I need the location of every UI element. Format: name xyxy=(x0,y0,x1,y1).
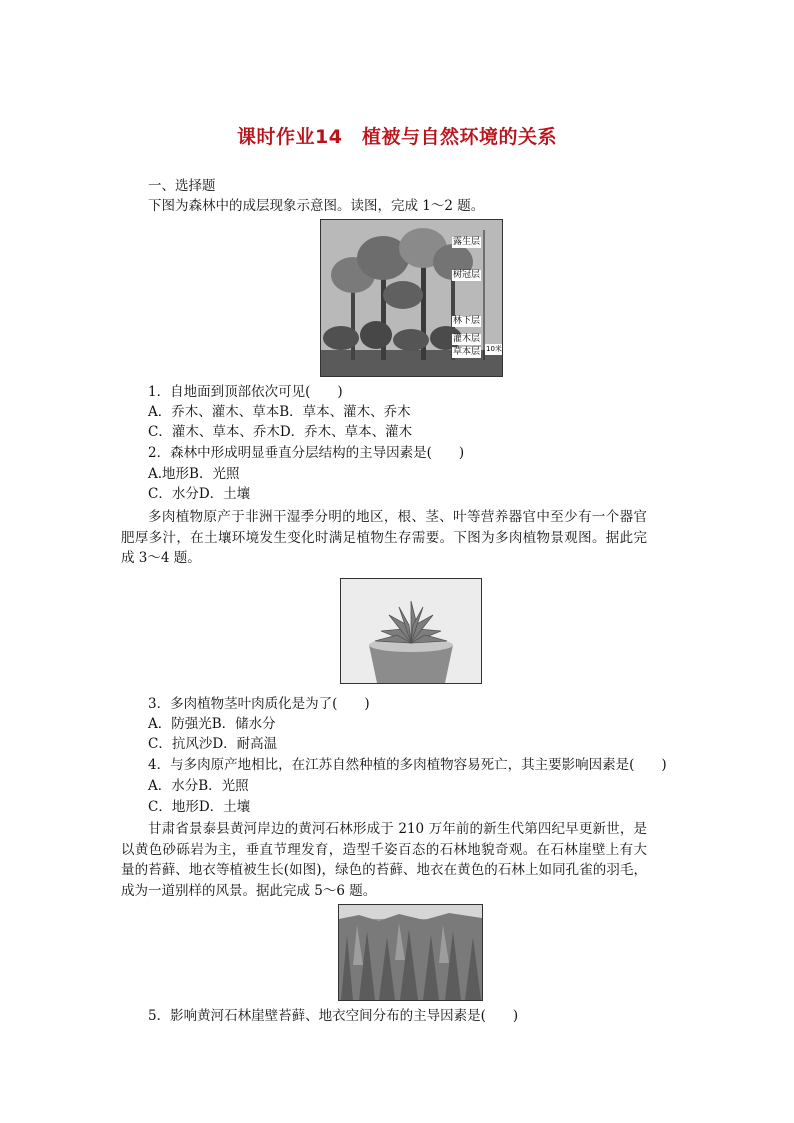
q2-option-b: B．光照 xyxy=(189,466,240,482)
q3-options-ab xyxy=(148,714,276,734)
q2-option-d: D．土壤 xyxy=(198,486,251,502)
q4-option-a: A．水分 xyxy=(148,778,199,794)
q1-stem: 1．自地面到顶部依次可见( ) xyxy=(148,384,343,400)
q3-option-a: A．防强光 xyxy=(148,716,212,732)
q2-options-cd xyxy=(148,484,250,504)
q3-stem: 3．多肉植物茎叶肉质化是为了( ) xyxy=(148,696,370,712)
q3-option-c: C．抗风沙 xyxy=(148,736,213,752)
forest-layers-figure xyxy=(320,219,503,377)
intro-text-3: 甘肃省景泰县黄河岸边的黄河石林形成于 210 万年前的新生代第四纪早更新世，是以黄色砂砾岩为主，垂直节理发育，造型千姿百态的石林地貌奇观。在石林崖壁上有大量的苔藓、地衣等植被生长(如图)，绿色的苔藓、地衣在黄色的石林上如同孔雀的羽毛，成为一道别样的风景。据此完成 5～6 题。 xyxy=(121,821,647,899)
q2-stem: 2．森林中形成明显垂直分层结构的主导因素是( ) xyxy=(148,445,465,461)
layer-label-herb: 草本层 xyxy=(453,347,481,357)
q1-option-c: C．灌木、草本、乔木 xyxy=(148,424,280,440)
q3-options-cd xyxy=(148,734,277,754)
q4-option-b: B．光照 xyxy=(198,778,249,794)
q4-option-c: C．地形 xyxy=(148,799,199,815)
layer-label-emergent: 露生层 xyxy=(453,237,481,247)
q4-option-d: D．土壤 xyxy=(198,799,251,815)
intro-text-2: 多肉植物原产于非洲干湿季分明的地区，根、茎、叶等营养器官中至少有一个器官肥厚多汁，在土壤环境发生变化时满足植物生存需要。下图为多肉植物景观图。据此完成 3～4 题。 xyxy=(121,509,647,566)
succulent-photo xyxy=(340,578,482,684)
q3-option-d: D．耐高温 xyxy=(212,736,278,752)
layer-label-shrub: 灌木层 xyxy=(453,334,481,344)
q1-option-b: B．草本、灌木、乔木 xyxy=(279,404,411,420)
q1-option-d: D．乔木、草本、灌木 xyxy=(279,424,413,440)
stone-forest-illustration xyxy=(339,905,482,1000)
stone-forest-photo xyxy=(338,904,483,1001)
page-title: 课时作业14 植被与自然环境的关系 xyxy=(237,126,557,148)
q5-stem: 5．影响黄河石林崖壁苔藓、地衣空间分布的主导因素是( ) xyxy=(148,1008,519,1024)
q1-option-a: A．乔木、灌木、草本 xyxy=(148,404,280,420)
layer-label-canopy: 树冠层 xyxy=(453,270,481,280)
q4-stem: 4．与多肉原产地相比，在江苏自然种植的多肉植物容易死亡，其主要影响因素是( ) xyxy=(148,757,667,773)
q1-options-ab xyxy=(148,402,411,422)
layer-label-understory: 林下层 xyxy=(453,316,481,326)
q4-options-ab xyxy=(148,776,249,796)
scale-label: 10米 xyxy=(486,345,502,353)
q1-options-cd xyxy=(148,422,412,442)
q2-options-ab xyxy=(148,464,239,484)
q3-option-b: B．储水分 xyxy=(211,716,276,732)
intro-text-1: 下图为森林中的成层现象示意图。读图，完成 1～2 题。 xyxy=(148,198,485,214)
q2-option-a: A.地形 xyxy=(148,466,190,482)
q2-option-c: C．水分 xyxy=(148,486,199,502)
section-heading: 一、选择题 xyxy=(148,178,216,194)
q4-options-cd xyxy=(148,797,250,817)
succulent-illustration xyxy=(341,579,481,683)
